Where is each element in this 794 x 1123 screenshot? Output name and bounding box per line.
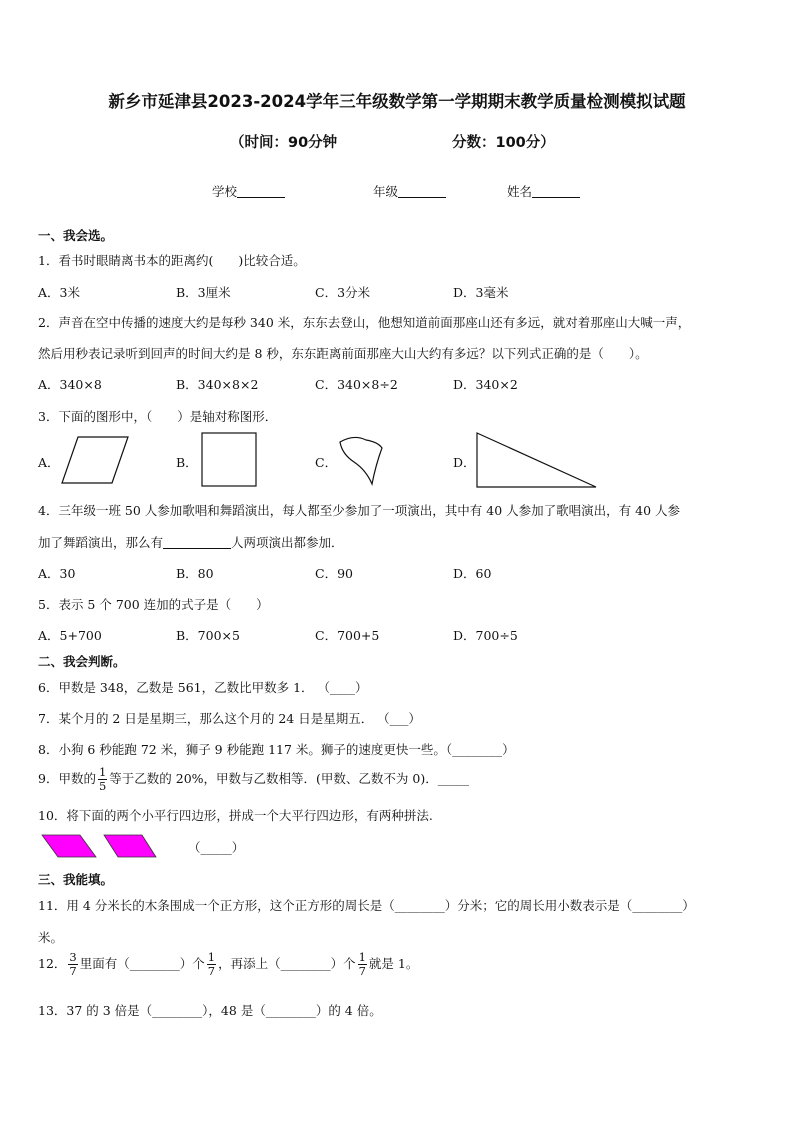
- q4-text-a: 加了舞蹈演出，那么有: [38, 535, 164, 550]
- q1-option-b[interactable]: B．3厘米: [176, 285, 231, 300]
- q12-f2-numerator: 1: [207, 950, 216, 964]
- question-4-line-1: 4．三年级一班 50 人参加歌唱和舞蹈演出，每人都至少参加了一项演出，其中有 40 人参加了歌唱演出，有 40 人参: [38, 503, 681, 518]
- section-heading-judge: 二、我会判断。: [38, 654, 126, 669]
- q4-option-c[interactable]: C．90: [315, 566, 353, 581]
- question-5: 5．表示 5 个 700 连加的式子是（ ）: [38, 597, 269, 612]
- q4-answer-blank[interactable]: [163, 535, 231, 549]
- q1-option-c[interactable]: C．3分米: [315, 285, 371, 300]
- q9-text-pre: 9．甲数的: [38, 771, 96, 786]
- q4-option-b[interactable]: B．80: [176, 566, 214, 581]
- q2-option-a[interactable]: A．340×8: [38, 377, 102, 392]
- question-6: 6．甲数是 348，乙数是 561，乙数比甲数多 1． （____）: [38, 680, 368, 695]
- q12-f3-denominator: 7: [358, 964, 366, 978]
- q2-option-c[interactable]: C．340×8÷2: [315, 377, 398, 392]
- school-label: 学校: [212, 184, 238, 199]
- q12-f1-denominator: 7: [69, 964, 77, 978]
- question-2-line-2: 然后用秒表记录听到回声的时间大约是 8 秒，东东距离前面那座大山大约有多远？以下列式正确的是（ ）。: [38, 346, 648, 361]
- question-7: 7．某个月的 2 日是星期三，那么这个月的 24 日是星期五． （___）: [38, 711, 421, 726]
- q4-option-a[interactable]: A．30: [38, 566, 76, 581]
- q5-option-b[interactable]: B．700×5: [176, 628, 240, 643]
- magenta-parallelograms: [40, 833, 158, 859]
- question-1: 1．看书时眼睛离书本的距离约( )比较合适。: [38, 253, 306, 268]
- grade-label: 年级: [373, 184, 399, 199]
- q3-option-a[interactable]: A．: [38, 455, 60, 470]
- q3-option-c[interactable]: C．: [315, 455, 338, 470]
- q12-fraction-3-7: [68, 951, 77, 978]
- question-3: 3．下面的图形中，（ ）是轴对称图形．: [38, 409, 278, 424]
- q9-fraction: [98, 766, 107, 793]
- question-2-line-1: 2．声音在空中传播的速度大约是每秒 340 米，东东去登山，他想知道前面那座山还有多远，就对着那座山大喊一声，: [38, 315, 691, 330]
- question-9: [38, 766, 469, 793]
- q3-option-d[interactable]: D．: [453, 455, 476, 470]
- q5-option-c[interactable]: C．700+5: [315, 628, 380, 643]
- section-heading-choice: 一、我会选。: [38, 228, 114, 243]
- q5-option-d[interactable]: D．700÷5: [453, 628, 518, 643]
- q2-option-b[interactable]: B．340×8×2: [176, 377, 259, 392]
- exam-time: （时间：90分钟: [230, 135, 338, 151]
- q12-f3-numerator: 1: [358, 950, 366, 964]
- q12-f2-denominator: 7: [207, 964, 216, 978]
- question-11-line-1: 11．用 4 分米长的木条围成一个正方形，这个正方形的周长是（________）分米；它的周长用小数表示是（________）: [38, 898, 695, 913]
- question-13: 13．37 的 3 倍是（________），48 是（________）的 4 倍。: [38, 1003, 382, 1018]
- q2-option-d[interactable]: D．340×2: [453, 377, 518, 392]
- right-triangle-figure: [474, 431, 600, 489]
- q12-fraction-1-7-b: [358, 951, 367, 978]
- q9-fraction-denominator: 5: [98, 779, 107, 793]
- q4-option-d[interactable]: D．60: [453, 566, 492, 581]
- name-field[interactable]: [507, 182, 580, 200]
- q10-answer-blank[interactable]: （_____）: [188, 840, 245, 855]
- section-heading-fill: 三、我能填。: [38, 872, 114, 887]
- question-11-line-2: 米。: [38, 930, 64, 945]
- name-label: 姓名: [507, 184, 533, 199]
- question-4-line-2: [38, 533, 344, 551]
- question-12: [38, 951, 418, 978]
- q9-text-post: 等于乙数的 20%，甲数与乙数相等．(甲数、乙数不为 0)．_____: [109, 771, 469, 786]
- q12-f1-numerator: 3: [69, 950, 77, 964]
- q3-option-b[interactable]: B．: [176, 455, 198, 470]
- q5-option-a[interactable]: A．5+700: [38, 628, 102, 643]
- q9-fraction-numerator: 1: [98, 765, 107, 779]
- parallelogram-figure: [60, 435, 132, 487]
- irregular-shape-figure: [336, 432, 386, 488]
- q12-fraction-1-7-a: [207, 951, 216, 978]
- q4-text-b: 人两项演出都参加．: [231, 535, 344, 550]
- grade-field[interactable]: [373, 182, 446, 200]
- square-figure: [200, 432, 260, 488]
- q12-text-post: 就是 1。: [368, 956, 419, 971]
- school-field[interactable]: [212, 182, 285, 200]
- exam-score: 分数：100分）: [452, 135, 555, 151]
- q1-option-d[interactable]: D．3毫米: [453, 285, 509, 300]
- q12-text-mid1: 里面有（________）个: [79, 956, 205, 971]
- question-8: 8．小狗 6 秒能跑 72 米，狮子 9 秒能跑 117 米。狮子的速度更快一些。（________）: [38, 742, 515, 757]
- q1-option-a[interactable]: A．3米: [38, 285, 80, 300]
- q12-text-pre: 12．: [38, 956, 67, 971]
- q12-text-mid2: ，再添上（________）个: [218, 956, 356, 971]
- page-title: 新乡市延津县2023-2024学年三年级数学第一学期期末教学质量检测模拟试题: [108, 92, 686, 111]
- question-10: 10．将下面的两个小平行四边形，拼成一个大平行四边形，有两种拼法.: [38, 808, 433, 823]
